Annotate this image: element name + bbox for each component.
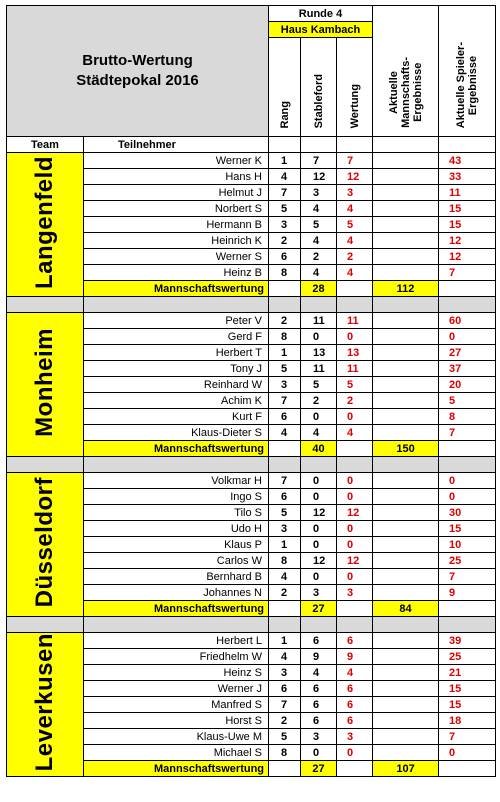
player-wertung: 12	[337, 505, 373, 521]
player-spieler: 0	[439, 473, 496, 489]
mw-empty	[269, 441, 301, 457]
player-stableford: 6	[301, 713, 337, 729]
player-stableford: 6	[301, 681, 337, 697]
player-mannschaft	[373, 633, 439, 649]
separator-cell	[373, 457, 439, 473]
player-wertung: 3	[337, 185, 373, 201]
player-stableford: 12	[301, 553, 337, 569]
player-spieler: 39	[439, 633, 496, 649]
player-stableford: 0	[301, 489, 337, 505]
player-mannschaft	[373, 697, 439, 713]
player-spieler: 43	[439, 153, 496, 169]
mannschaftswertung-label: Mannschaftswertung	[84, 281, 269, 297]
table-row	[7, 633, 496, 649]
mw-mannschaft: 84	[373, 601, 439, 617]
player-spieler: 7	[439, 729, 496, 745]
player-stableford: 0	[301, 537, 337, 553]
player-stableford: 11	[301, 361, 337, 377]
mannschaftswertung-label: Mannschaftswertung	[84, 441, 269, 457]
player-stableford: 4	[301, 665, 337, 681]
player-spieler: 25	[439, 553, 496, 569]
title-line-2: Städtepokal 2016	[76, 72, 199, 89]
mw-stableford: 40	[301, 441, 337, 457]
player-mannschaft	[373, 425, 439, 441]
player-spieler: 12	[439, 233, 496, 249]
player-rang: 1	[269, 633, 301, 649]
player-stableford: 7	[301, 153, 337, 169]
player-wertung: 4	[337, 233, 373, 249]
player-spieler: 0	[439, 329, 496, 345]
player-stableford: 3	[301, 585, 337, 601]
player-stableford: 0	[301, 569, 337, 585]
player-wertung: 0	[337, 569, 373, 585]
player-rang: 6	[269, 249, 301, 265]
player-spieler: 15	[439, 201, 496, 217]
separator-cell	[269, 617, 301, 633]
header-mannschaft: Aktuelle Mannschafts- Ergebnisse	[373, 6, 439, 137]
player-name: Carlos W	[84, 553, 269, 569]
separator-cell	[439, 297, 496, 313]
player-stableford: 0	[301, 745, 337, 761]
title-line-1: Brutto-Wertung	[82, 52, 193, 69]
player-mannschaft	[373, 521, 439, 537]
player-stableford: 5	[301, 217, 337, 233]
mw-empty	[269, 281, 301, 297]
mw-empty	[439, 601, 496, 617]
player-wertung: 5	[337, 377, 373, 393]
player-rang: 7	[269, 697, 301, 713]
player-mannschaft	[373, 265, 439, 281]
player-rang: 5	[269, 505, 301, 521]
player-wertung: 0	[337, 745, 373, 761]
player-name: Heinz S	[84, 665, 269, 681]
separator-cell	[7, 297, 84, 313]
player-rang: 6	[269, 681, 301, 697]
player-spieler: 9	[439, 585, 496, 601]
team-name-cell	[7, 153, 84, 297]
player-spieler: 7	[439, 425, 496, 441]
player-spieler: 25	[439, 649, 496, 665]
player-name: Hermann B	[84, 217, 269, 233]
player-stableford: 9	[301, 649, 337, 665]
player-mannschaft	[373, 681, 439, 697]
mw-mannschaft: 112	[373, 281, 439, 297]
header-spieler: Aktuelle Spieler- Ergebnisse	[439, 6, 496, 137]
team-name: Leverkusen	[31, 633, 58, 772]
separator-cell	[337, 617, 373, 633]
separator-cell	[337, 457, 373, 473]
player-stableford: 0	[301, 409, 337, 425]
player-mannschaft	[373, 217, 439, 233]
player-mannschaft	[373, 505, 439, 521]
player-rang: 4	[269, 569, 301, 585]
player-rang: 8	[269, 553, 301, 569]
player-mannschaft	[373, 249, 439, 265]
player-mannschaft	[373, 585, 439, 601]
player-name: Gerd F	[84, 329, 269, 345]
player-mannschaft	[373, 361, 439, 377]
separator-cell	[84, 457, 269, 473]
player-spieler: 27	[439, 345, 496, 361]
player-mannschaft	[373, 569, 439, 585]
player-rang: 1	[269, 153, 301, 169]
player-name: Volkmar H	[84, 473, 269, 489]
mw-stableford: 28	[301, 281, 337, 297]
separator-row	[7, 617, 496, 633]
player-wertung: 0	[337, 489, 373, 505]
player-rang: 3	[269, 665, 301, 681]
separator-cell	[269, 297, 301, 313]
player-name: Ingo S	[84, 489, 269, 505]
player-rang: 7	[269, 393, 301, 409]
player-stableford: 0	[301, 329, 337, 345]
player-rang: 4	[269, 425, 301, 441]
player-rang: 4	[269, 169, 301, 185]
player-rang: 2	[269, 585, 301, 601]
separator-cell	[337, 297, 373, 313]
player-spieler: 7	[439, 265, 496, 281]
separator-cell	[301, 617, 337, 633]
mw-stableford: 27	[301, 761, 337, 777]
mw-empty	[269, 761, 301, 777]
player-name: Tony J	[84, 361, 269, 377]
player-mannschaft	[373, 409, 439, 425]
player-name: Udo H	[84, 521, 269, 537]
player-rang: 6	[269, 409, 301, 425]
player-wertung: 6	[337, 713, 373, 729]
player-spieler: 37	[439, 361, 496, 377]
player-spieler: 8	[439, 409, 496, 425]
player-spieler: 33	[439, 169, 496, 185]
player-name: Michael S	[84, 745, 269, 761]
player-stableford: 12	[301, 505, 337, 521]
mannschaftswertung-label: Mannschaftswertung	[84, 761, 269, 777]
player-wertung: 13	[337, 345, 373, 361]
player-stableford: 2	[301, 249, 337, 265]
player-wertung: 12	[337, 553, 373, 569]
player-wertung: 0	[337, 537, 373, 553]
player-rang: 8	[269, 745, 301, 761]
header-rang: Rang	[269, 38, 301, 137]
player-stableford: 12	[301, 169, 337, 185]
table-row	[7, 473, 496, 489]
player-rang: 4	[269, 649, 301, 665]
player-rang: 6	[269, 489, 301, 505]
player-wertung: 4	[337, 201, 373, 217]
player-wertung: 4	[337, 265, 373, 281]
separator-row	[7, 297, 496, 313]
player-stableford: 6	[301, 633, 337, 649]
separator-cell	[439, 617, 496, 633]
team-name-cell	[7, 633, 84, 777]
player-stableford: 6	[301, 697, 337, 713]
player-wertung: 3	[337, 729, 373, 745]
player-spieler: 15	[439, 681, 496, 697]
separator-cell	[7, 457, 84, 473]
player-name: Horst S	[84, 713, 269, 729]
player-name: Manfred S	[84, 697, 269, 713]
label-teilnehmer: Teilnehmer	[84, 137, 269, 153]
player-mannschaft	[373, 393, 439, 409]
player-wertung: 6	[337, 697, 373, 713]
player-rang: 8	[269, 329, 301, 345]
team-name: Langenfeld	[31, 155, 58, 289]
player-mannschaft	[373, 377, 439, 393]
player-rang: 2	[269, 233, 301, 249]
player-rang: 3	[269, 217, 301, 233]
player-mannschaft	[373, 553, 439, 569]
player-stableford: 11	[301, 313, 337, 329]
team-name: Düsseldorf	[31, 477, 58, 608]
player-mannschaft	[373, 169, 439, 185]
table-row	[7, 153, 496, 169]
player-wertung: 4	[337, 665, 373, 681]
player-mannschaft	[373, 201, 439, 217]
player-name: Tilo S	[84, 505, 269, 521]
player-name: Klaus-Dieter S	[84, 425, 269, 441]
player-wertung: 0	[337, 521, 373, 537]
mw-empty	[337, 761, 373, 777]
team-name: Monheim	[31, 328, 58, 437]
player-wertung: 2	[337, 393, 373, 409]
player-stableford: 13	[301, 345, 337, 361]
player-rang: 3	[269, 521, 301, 537]
player-name: Helmut J	[84, 185, 269, 201]
player-wertung: 3	[337, 585, 373, 601]
mw-mannschaft: 150	[373, 441, 439, 457]
player-spieler: 7	[439, 569, 496, 585]
player-rang: 7	[269, 185, 301, 201]
player-name: Kurt F	[84, 409, 269, 425]
player-spieler: 20	[439, 377, 496, 393]
player-mannschaft	[373, 329, 439, 345]
mannschaftswertung-label: Mannschaftswertung	[84, 601, 269, 617]
player-rang: 2	[269, 313, 301, 329]
player-spieler: 5	[439, 393, 496, 409]
player-rang: 1	[269, 537, 301, 553]
player-name: Achim K	[84, 393, 269, 409]
player-mannschaft	[373, 537, 439, 553]
player-wertung: 12	[337, 169, 373, 185]
player-rang: 3	[269, 377, 301, 393]
player-name: Werner K	[84, 153, 269, 169]
player-wertung: 2	[337, 249, 373, 265]
player-mannschaft	[373, 345, 439, 361]
mw-empty	[337, 601, 373, 617]
player-stableford: 3	[301, 185, 337, 201]
player-spieler: 0	[439, 489, 496, 505]
player-mannschaft	[373, 729, 439, 745]
player-spieler: 15	[439, 521, 496, 537]
separator-cell	[84, 617, 269, 633]
player-rang: 1	[269, 345, 301, 361]
player-mannschaft	[373, 185, 439, 201]
player-spieler: 15	[439, 217, 496, 233]
label-team: Team	[7, 137, 84, 153]
player-name: Friedhelm W	[84, 649, 269, 665]
player-stableford: 2	[301, 393, 337, 409]
player-mannschaft	[373, 713, 439, 729]
player-rang: 2	[269, 713, 301, 729]
player-spieler: 10	[439, 537, 496, 553]
player-mannschaft	[373, 233, 439, 249]
separator-cell	[301, 297, 337, 313]
player-name: Heinz B	[84, 265, 269, 281]
player-spieler: 21	[439, 665, 496, 681]
team-name-cell	[7, 473, 84, 617]
player-rang: 5	[269, 201, 301, 217]
player-name: Hans H	[84, 169, 269, 185]
separator-cell	[373, 617, 439, 633]
mw-empty	[269, 601, 301, 617]
player-stableford: 0	[301, 473, 337, 489]
player-wertung: 4	[337, 425, 373, 441]
player-spieler: 60	[439, 313, 496, 329]
mw-empty	[439, 761, 496, 777]
player-wertung: 6	[337, 633, 373, 649]
player-name: Werner J	[84, 681, 269, 697]
player-wertung: 9	[337, 649, 373, 665]
separator-cell	[301, 457, 337, 473]
separator-cell	[373, 297, 439, 313]
team-name-cell	[7, 313, 84, 457]
player-name: Johannes N	[84, 585, 269, 601]
header-stableford: Stableford	[301, 38, 337, 137]
player-spieler: 18	[439, 713, 496, 729]
player-rang: 5	[269, 361, 301, 377]
player-spieler: 30	[439, 505, 496, 521]
player-stableford: 3	[301, 729, 337, 745]
player-stableford: 4	[301, 233, 337, 249]
player-name: Herbert T	[84, 345, 269, 361]
player-name: Heinrich K	[84, 233, 269, 249]
player-spieler: 11	[439, 185, 496, 201]
player-name: Norbert S	[84, 201, 269, 217]
player-name: Herbert L	[84, 633, 269, 649]
player-name: Werner S	[84, 249, 269, 265]
player-wertung: 11	[337, 313, 373, 329]
player-wertung: 0	[337, 409, 373, 425]
player-stableford: 4	[301, 425, 337, 441]
player-mannschaft	[373, 489, 439, 505]
separator-cell	[439, 457, 496, 473]
score-table	[6, 5, 496, 777]
separator-cell	[269, 457, 301, 473]
player-mannschaft	[373, 313, 439, 329]
player-name: Klaus P	[84, 537, 269, 553]
round-label: Runde 4	[269, 6, 373, 22]
player-stableford: 0	[301, 521, 337, 537]
mw-stableford: 27	[301, 601, 337, 617]
player-rang: 8	[269, 265, 301, 281]
player-mannschaft	[373, 649, 439, 665]
player-wertung: 11	[337, 361, 373, 377]
player-stableford: 5	[301, 377, 337, 393]
header-wertung: Wertung	[337, 38, 373, 137]
player-spieler: 15	[439, 697, 496, 713]
mw-mannschaft: 107	[373, 761, 439, 777]
player-rang: 7	[269, 473, 301, 489]
player-wertung: 5	[337, 217, 373, 233]
separator-cell	[7, 617, 84, 633]
separator-cell	[84, 297, 269, 313]
separator-row	[7, 457, 496, 473]
player-name: Bernhard B	[84, 569, 269, 585]
table-row	[7, 313, 496, 329]
player-mannschaft	[373, 473, 439, 489]
player-name: Peter V	[84, 313, 269, 329]
page-title	[7, 6, 269, 137]
player-wertung: 0	[337, 329, 373, 345]
player-wertung: 7	[337, 153, 373, 169]
venue-label: Haus Kambach	[269, 22, 373, 38]
mw-empty	[439, 281, 496, 297]
player-stableford: 4	[301, 265, 337, 281]
player-name: Klaus-Uwe M	[84, 729, 269, 745]
player-mannschaft	[373, 665, 439, 681]
player-wertung: 6	[337, 681, 373, 697]
player-spieler: 0	[439, 745, 496, 761]
player-rang: 5	[269, 729, 301, 745]
mw-empty	[439, 441, 496, 457]
mw-empty	[337, 441, 373, 457]
player-mannschaft	[373, 745, 439, 761]
player-stableford: 4	[301, 201, 337, 217]
player-spieler: 12	[439, 249, 496, 265]
mw-empty	[337, 281, 373, 297]
player-mannschaft	[373, 153, 439, 169]
player-wertung: 0	[337, 473, 373, 489]
player-name: Reinhard W	[84, 377, 269, 393]
